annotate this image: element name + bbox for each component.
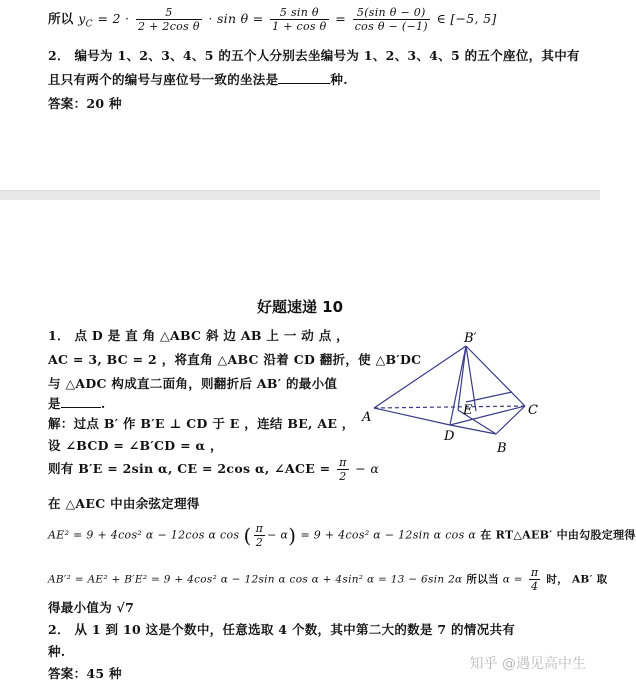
- formula-yc: [48, 6, 497, 33]
- solution-line-1: 解：过点 B′ 作 B′E ⊥ CD 于 E ，连结 BE, AE ，: [48, 416, 355, 431]
- solution-line-3: [48, 456, 379, 483]
- edge-bprime-c: [466, 346, 525, 406]
- section-title: 好题速递 10: [256, 298, 344, 316]
- fraction-3-den: cos θ − (−1): [354, 20, 428, 33]
- ae-squared-result: = 9 + 4cos² α − 12sin α cos α: [300, 528, 477, 542]
- solution-line-2: 设 ∠BCD = ∠B′CD = α ，: [48, 438, 223, 453]
- fraction-pi-2b-num: π: [255, 522, 264, 535]
- solution-line-5: [48, 522, 636, 549]
- answer-1: 答案：20 种: [48, 96, 122, 111]
- label-a: A: [362, 410, 372, 425]
- formula-sub: C: [85, 19, 93, 30]
- question-2-line-1: 2． 编号为 1、2、3、4、5 的五个人分别去坐编号为 1、2、3、4、5 的五个座位，其中有: [48, 48, 580, 63]
- formula-y: y: [78, 11, 86, 26]
- fraction-2-num: 5 sin θ: [270, 6, 328, 20]
- problem-1-line-4: [48, 394, 105, 412]
- zhihu-watermark: 知乎 @遇见高中生: [469, 656, 586, 672]
- edge-a-c-dashed: [374, 406, 525, 408]
- paren-open: (: [243, 523, 252, 548]
- formula-prefix: 所以: [48, 11, 74, 26]
- when-text: 所以当: [466, 573, 499, 586]
- problem-2-answer: 答案：45 种: [48, 666, 122, 681]
- problem-1-line-4-end: .: [100, 396, 106, 411]
- fraction-pi-2-num: π: [339, 456, 347, 469]
- formula-eq: = 2 ·: [97, 11, 130, 26]
- document-page-2: [0, 200, 636, 693]
- label-b: B: [497, 441, 507, 456]
- question-2-text: 且只有两个的编号与座位号一致的坐法是: [48, 72, 279, 87]
- solution-line-4: 在 △AEC 中由余弦定理得: [48, 496, 200, 511]
- problem-1-line-1: 1． 点 D 是 直 角 △ABC 斜 边 AB 上 一 动 点 ，: [48, 328, 349, 343]
- label-c: C: [528, 403, 538, 418]
- fraction-1: [136, 6, 202, 33]
- time-text: 时，: [546, 573, 568, 586]
- edge-d-c: [450, 406, 525, 425]
- solution-line-3-text: 则有 B′E = 2sin α, CE = 2cos α, ∠ACE =: [48, 461, 331, 476]
- label-bprime: B′: [464, 331, 477, 346]
- problem-2-line-1: 2． 从 1 到 10 这是个数中，任意选取 4 个数，其中第二大的数是 7 的情况共有: [48, 622, 516, 637]
- fraction-1-num: 5: [136, 6, 202, 20]
- problem-2-line-2: 种.: [48, 644, 66, 659]
- document-page-1: [0, 0, 600, 190]
- formula-eq2: =: [335, 11, 347, 26]
- edge-a-d: [374, 408, 450, 425]
- ae-minus-alpha: − α: [267, 528, 289, 542]
- fraction-pi-4-den: 4: [531, 580, 539, 593]
- ab-squared-formula: AB′² = AE² + B′E² = 9 + 4cos² α − 12sin α cos α + 4sin² α = 13 − 6sin 2α: [48, 573, 463, 586]
- formula-tail: ∈ [−5, 5]: [436, 11, 497, 26]
- fraction-3: [353, 6, 430, 33]
- fraction-1-den: 2 + 2cos θ: [138, 20, 200, 33]
- question-2-line-2: [48, 70, 348, 88]
- solution-line-7: 得最小值为 √7: [48, 600, 135, 615]
- fraction-pi-4: [529, 566, 541, 593]
- solution-line-3-tail: − α: [355, 461, 380, 476]
- fraction-2-den: 1 + cos θ: [272, 20, 327, 33]
- label-e: E: [463, 403, 473, 418]
- fraction-pi-2-den: 2: [339, 470, 347, 483]
- pythagoras-note: 在 RT△AEB′ 中由勾股定理得: [480, 528, 636, 542]
- formula-mid: · sin θ =: [208, 11, 264, 26]
- problem-1-line-4-text: 是: [48, 396, 61, 411]
- fraction-pi-4-num: π: [530, 566, 539, 579]
- question-2-unit: 种.: [330, 72, 348, 87]
- answer-blank: [278, 73, 330, 84]
- problem-1-line-2: AC = 3, BC = 2 ，将直角 △ABC 沿着 CD 翻折，使 △B′DC: [48, 352, 422, 367]
- label-d: D: [444, 429, 455, 444]
- ae-squared-formula: AE² = 9 + 4cos² α − 12cos α cos: [48, 528, 240, 542]
- ab-take-text: AB′ 取: [571, 573, 608, 586]
- problem-1-line-3: 与 △ADC 构成直二面角，则翻折后 AB′ 的最小值: [48, 376, 338, 391]
- fraction-pi-2: [337, 456, 349, 483]
- fraction-pi-2b: [254, 522, 266, 549]
- fraction-pi-2b-den: 2: [255, 536, 264, 549]
- fraction-3-num: 5(sin θ − 0): [353, 6, 430, 20]
- solution-line-6: [48, 566, 607, 593]
- fraction-2: [270, 6, 328, 33]
- edge-a-bprime: [374, 346, 466, 408]
- alpha-eq: α =: [502, 573, 523, 586]
- answer-blank-2: [61, 397, 101, 408]
- paren-close: ): [288, 523, 297, 548]
- folded-triangle-figure: [360, 328, 560, 468]
